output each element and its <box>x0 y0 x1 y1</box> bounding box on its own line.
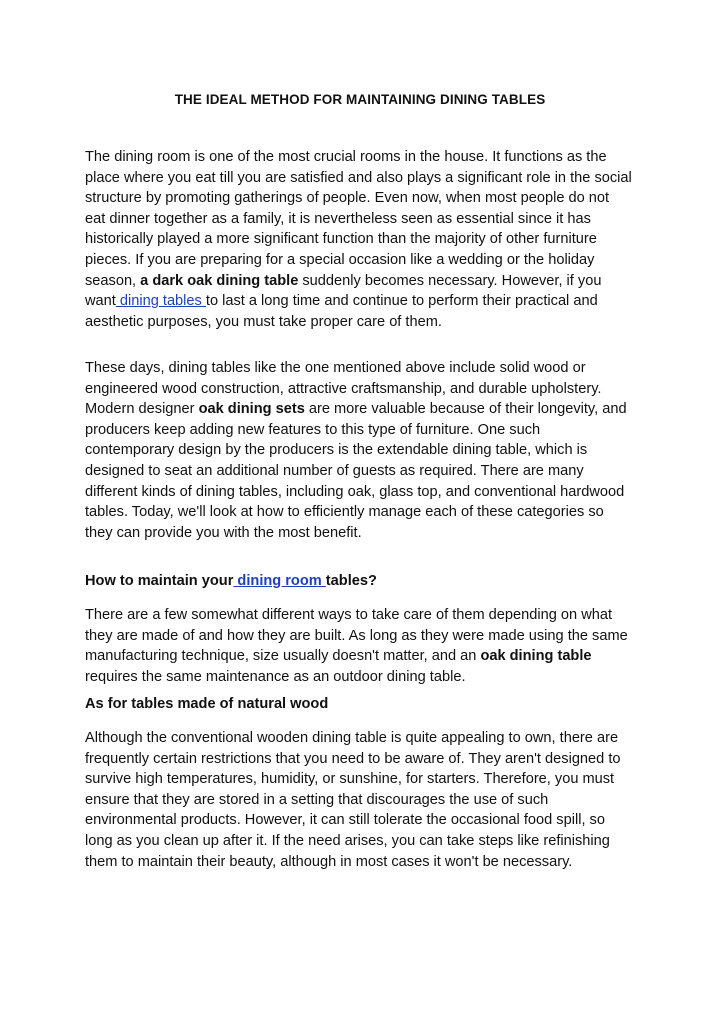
heading-text: tables? <box>325 573 377 589</box>
paragraph-text: suddenly becomes necessary. However, if you want <box>85 272 602 310</box>
dining-tables-link[interactable]: dining tables <box>115 293 206 310</box>
bold-keyword: a dark oak dining table <box>136 272 299 289</box>
features-paragraph <box>85 358 633 543</box>
paragraph-text: to last a long time and continue to perform their practical and aesthetic purposes, you must take proper care of them. <box>85 293 598 330</box>
heading-text: How to maintain your <box>85 573 234 589</box>
paragraph-text: are more valuable because of their longevity, and producers keep adding new features to this type of furniture. One such contemporary design by the producers is the extendable dining table, which is designed to seat an additional number of guests as required. There are many different kinds of dining tables, including oak, glass top, and conventional hardwood tables. Today, we'll look at how to efficiently manage each of these categories so they can provide you with the most benefit. <box>85 401 627 541</box>
paragraph-text: The dining room is one of the most crucial rooms in the house. It functions as the place where you eat till you are satisfied and also plays a significant role in the social structure by promoting gatherings of people. Even now, when most people do not eat dinner together as a family, it is nevertheless seen as essential since it has historically played a more significant function than the majority of other furniture pieces. If you are preparing for a special occasion like a wedding or the holiday season, <box>85 149 632 289</box>
document-title: THE IDEAL METHOD FOR MAINTAINING DINING TABLES <box>174 92 546 107</box>
paragraph-text: These days, dining tables like the one mentioned above include solid wood or engineered wood construction, attractive craftsmanship, and durable upholstery. Modern designer <box>85 360 602 418</box>
natural-wood-heading: As for tables made of natural wood <box>85 696 329 712</box>
paragraph-text: requires the same maintenance as an outdoor dining table. <box>85 668 466 685</box>
natural-wood-paragraph: Although the conventional wooden dining table is quite appealing to own, there are frequently certain restrictions that you need to be aware of. They aren't designed to survive high temperatures, humidity, or sunshine, for starters. Therefore, you must ensure that they are stored in a setting that discourages the use of such environmental products. However, it can still tolerate the occasional food spill, so long as you clean up after it. If the need arises, you can take steps like refinishing them to maintain their beauty, although in most cases it won't be necessary. <box>85 730 621 870</box>
maintain-heading <box>85 571 633 592</box>
paragraph-text: There are a few somewhat different ways to take care of them depending on what they are made of and how they are built. As long as they were made using the same manufacturing technique, size usually doesn't matter, and an <box>85 607 628 665</box>
dining-room-link[interactable]: dining room <box>233 573 326 589</box>
maintenance-paragraph <box>85 605 633 687</box>
bold-keyword: oak dining sets <box>198 401 305 418</box>
intro-paragraph <box>85 147 633 332</box>
bold-keyword: oak dining table <box>480 648 592 665</box>
